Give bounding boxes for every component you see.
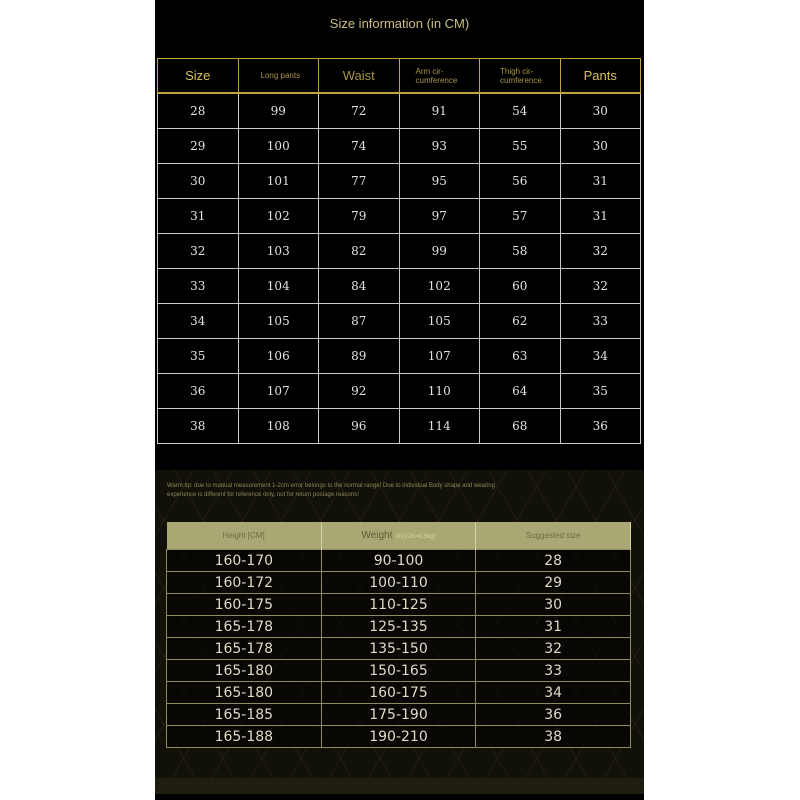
page-title: Size information (in CM): [329, 16, 470, 31]
bottom-strip: [155, 778, 644, 794]
table-cell: 74: [319, 129, 400, 164]
table-cell: 175-190: [321, 704, 476, 726]
suggestion-section: [155, 470, 644, 778]
table-cell: 96: [319, 409, 400, 444]
table-cell: 38: [476, 726, 631, 748]
table-row: [167, 704, 631, 726]
table-cell: 34: [158, 304, 239, 339]
header-size: Size: [158, 59, 239, 94]
table-cell: 77: [319, 164, 400, 199]
header-weight-label: Weight: [361, 530, 393, 541]
table-cell: 100: [238, 129, 319, 164]
table-cell: 92: [319, 374, 400, 409]
table-cell: 30: [560, 93, 641, 129]
header-weight-unit: Jin(1Jin=0.5kg): [394, 534, 436, 540]
table-row: [167, 638, 631, 660]
table-row: [167, 550, 631, 572]
table-cell: 106: [238, 339, 319, 374]
table-cell: 165-185: [167, 704, 322, 726]
header-height: Height [CM]: [167, 522, 322, 550]
table-cell: 54: [480, 93, 561, 129]
table-cell: 107: [399, 339, 480, 374]
table-row: [158, 339, 641, 374]
table-cell: 165-188: [167, 726, 322, 748]
table-row: [158, 164, 641, 199]
table-cell: 60: [480, 269, 561, 304]
table-cell: 31: [476, 616, 631, 638]
table-cell: 99: [399, 234, 480, 269]
table-cell: 30: [158, 164, 239, 199]
table-cell: 90-100: [321, 550, 476, 572]
header-arm-circumference: Arm cir-cumference: [399, 59, 480, 94]
table-cell: 33: [560, 304, 641, 339]
table-cell: 36: [158, 374, 239, 409]
table-cell: 190-210: [321, 726, 476, 748]
table-row: [158, 374, 641, 409]
table-cell: 56: [480, 164, 561, 199]
table-cell: 63: [480, 339, 561, 374]
table-cell: 160-172: [167, 572, 322, 594]
table-cell: 68: [480, 409, 561, 444]
table-cell: 165-180: [167, 682, 322, 704]
table-row: [158, 234, 641, 269]
table-cell: 29: [158, 129, 239, 164]
table-cell: 99: [238, 93, 319, 129]
table-cell: 102: [399, 269, 480, 304]
table-cell: 165-178: [167, 638, 322, 660]
table-row: [167, 726, 631, 748]
table-cell: 160-175: [167, 594, 322, 616]
table-cell: 31: [158, 199, 239, 234]
table-cell: 125-135: [321, 616, 476, 638]
table-cell: 104: [238, 269, 319, 304]
table-cell: 110: [399, 374, 480, 409]
table-cell: 58: [480, 234, 561, 269]
table-cell: 57: [480, 199, 561, 234]
table-cell: 36: [560, 409, 641, 444]
table-cell: 32: [158, 234, 239, 269]
header-pants: Pants: [560, 59, 641, 94]
table-cell: 38: [158, 409, 239, 444]
table-cell: 105: [238, 304, 319, 339]
table-cell: 135-150: [321, 638, 476, 660]
table-cell: 30: [560, 129, 641, 164]
table-cell: 114: [399, 409, 480, 444]
table-cell: 62: [480, 304, 561, 339]
table-cell: 29: [476, 572, 631, 594]
table-cell: 28: [158, 93, 239, 129]
table-cell: 82: [319, 234, 400, 269]
table-cell: 31: [560, 199, 641, 234]
suggested-size-table: [166, 522, 631, 748]
table-row: [158, 129, 641, 164]
table-cell: 105: [399, 304, 480, 339]
table-cell: 32: [476, 638, 631, 660]
header-long-pants: Long pants: [238, 59, 319, 94]
table-row: [167, 616, 631, 638]
table-cell: 103: [238, 234, 319, 269]
table-cell: 33: [158, 269, 239, 304]
table-cell: 160-170: [167, 550, 322, 572]
table-row: [167, 594, 631, 616]
header-waist: Waist: [319, 59, 400, 94]
table-cell: 28: [476, 550, 631, 572]
header-thigh-circumference: Thigh cir-cumference: [480, 59, 561, 94]
table-cell: 97: [399, 199, 480, 234]
table-cell: 84: [319, 269, 400, 304]
table-cell: 36: [476, 704, 631, 726]
table-cell: 165-180: [167, 660, 322, 682]
table-cell: 87: [319, 304, 400, 339]
table-cell: 64: [480, 374, 561, 409]
table-cell: 160-175: [321, 682, 476, 704]
table-cell: 72: [319, 93, 400, 129]
table-cell: 165-178: [167, 616, 322, 638]
table-cell: 32: [560, 234, 641, 269]
table-cell: 55: [480, 129, 561, 164]
table-cell: 31: [560, 164, 641, 199]
suggested-table-header: [167, 522, 631, 550]
table-row: [167, 660, 631, 682]
table-row: [158, 269, 641, 304]
table-cell: 107: [238, 374, 319, 409]
table-cell: 32: [560, 269, 641, 304]
table-cell: 33: [476, 660, 631, 682]
table-row: [167, 572, 631, 594]
table-cell: 34: [560, 339, 641, 374]
table-cell: 91: [399, 93, 480, 129]
table-row: [158, 93, 641, 129]
table-cell: 101: [238, 164, 319, 199]
table-cell: 79: [319, 199, 400, 234]
header-weight: [321, 522, 476, 550]
table-cell: 95: [399, 164, 480, 199]
table-cell: 102: [238, 199, 319, 234]
table-cell: 108: [238, 409, 319, 444]
header-suggested-size: Suggested size: [476, 522, 631, 550]
table-row: [158, 409, 641, 444]
table-cell: 110-125: [321, 594, 476, 616]
size-table: [157, 58, 641, 444]
table-cell: 35: [158, 339, 239, 374]
table-cell: 93: [399, 129, 480, 164]
table-cell: 34: [476, 682, 631, 704]
warm-tip-note: Warm tip: due to manual measurement 1-2cm error belongs to the normal range! Due to individual Body shape and wearing experience is different for reference only, not for return postage reasons!: [167, 483, 495, 498]
table-cell: 35: [560, 374, 641, 409]
table-row: [158, 199, 641, 234]
table-cell: 30: [476, 594, 631, 616]
table-cell: 150-165: [321, 660, 476, 682]
table-cell: 100-110: [321, 572, 476, 594]
table-row: [158, 304, 641, 339]
table-cell: 89: [319, 339, 400, 374]
table-row: [167, 682, 631, 704]
size-table-header: [158, 59, 641, 94]
size-chart-panel: [155, 0, 644, 800]
